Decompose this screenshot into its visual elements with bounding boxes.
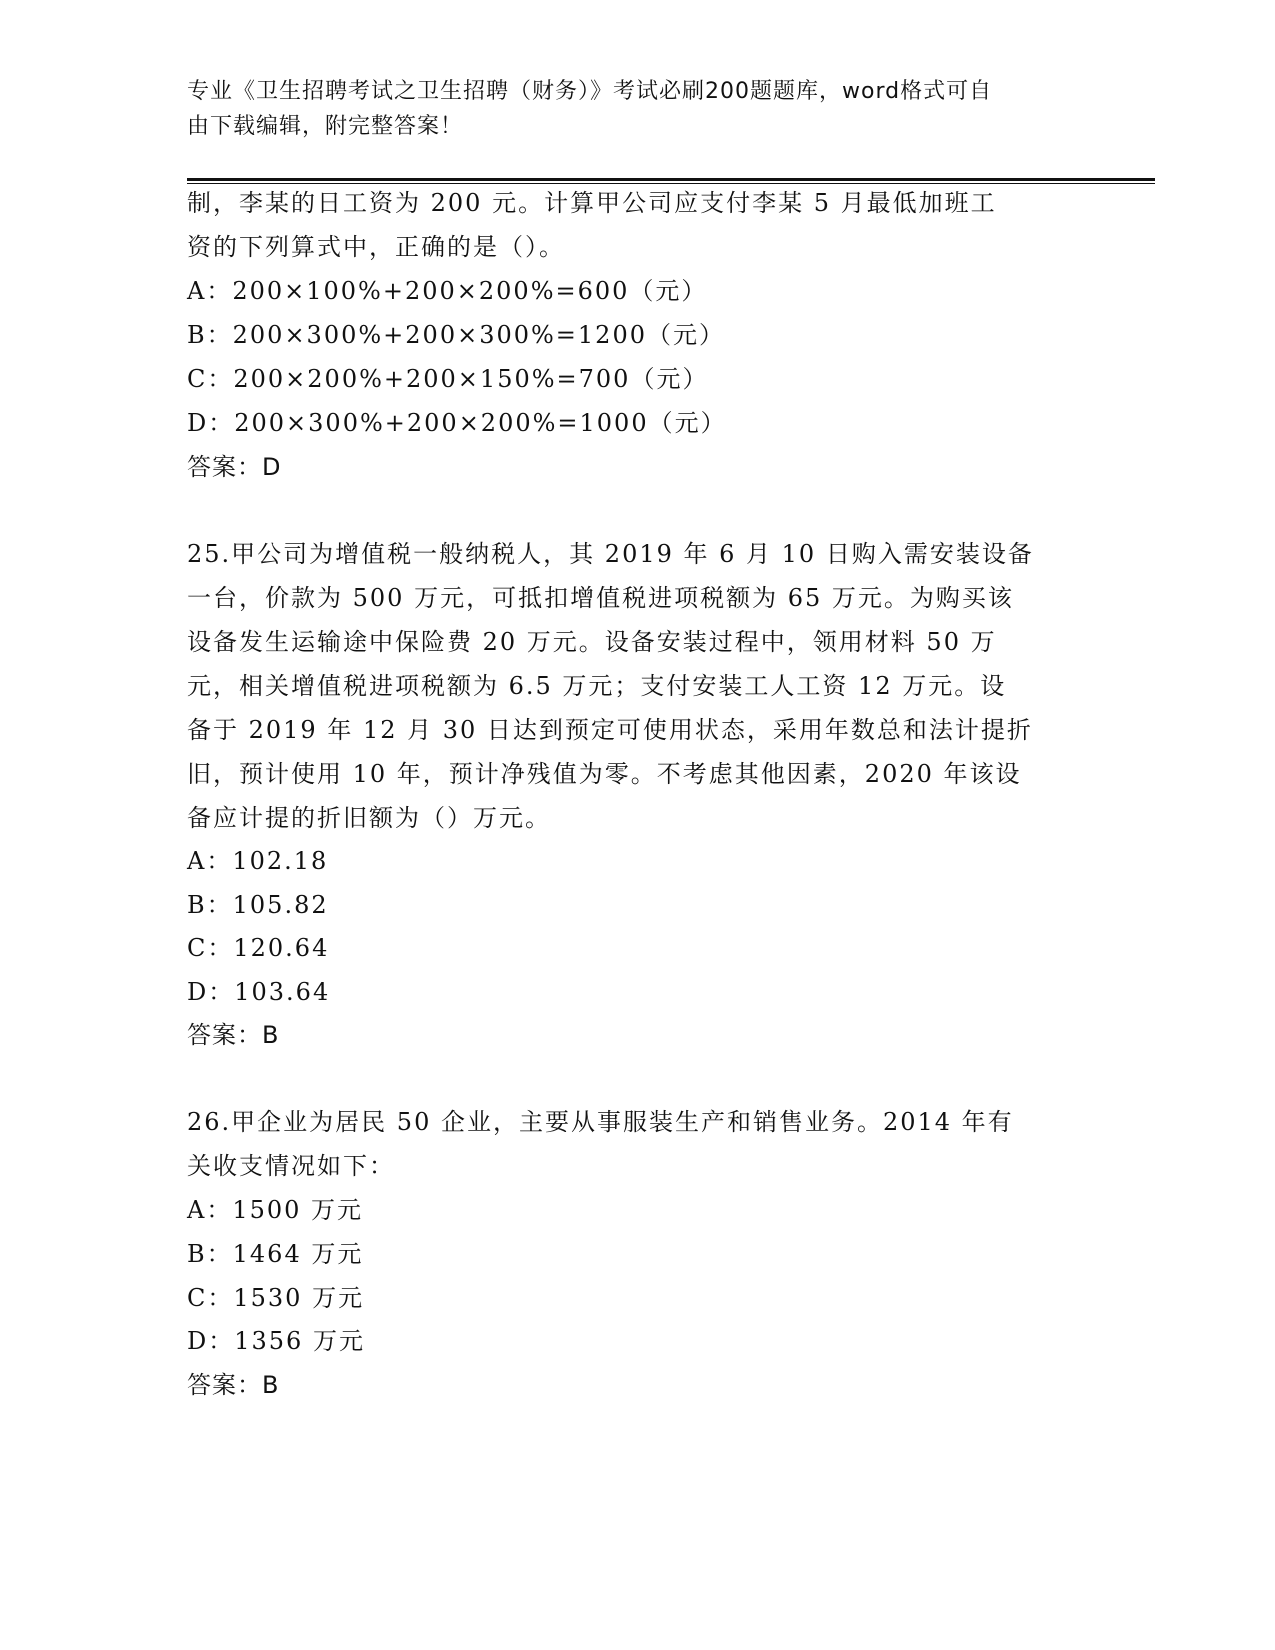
q26-option-a: A：1500 万元 xyxy=(187,1196,364,1224)
header-line-1: 专业《卫生招聘考试之卫生招聘（财务）》考试必刷200题题库，word格式可自 xyxy=(187,79,993,104)
header-divider-thin xyxy=(187,183,1155,184)
q24-option-c: C：200×200%+200×150%=700（元） xyxy=(187,365,709,393)
q26-option-d: D：1356 万元 xyxy=(187,1327,365,1355)
q26-option-c: C：1530 万元 xyxy=(187,1284,365,1312)
document-header xyxy=(187,74,1067,144)
q25-stem-line-7: 备应计提的折旧额为（）万元。 xyxy=(187,804,551,832)
q25-stem-line-2: 一台，价款为 500 万元，可抵扣增值税进项税额为 65 万元。为购买该 xyxy=(187,584,1014,612)
q24-stem-line-2: 资的下列算式中，正确的是（）。 xyxy=(187,233,565,261)
q24-stem-line-1: 制，李某的日工资为 200 元。计算甲公司应支付李某 5 月最低加班工 xyxy=(187,189,997,217)
q24-option-d: D：200×300%+200×200%=1000（元） xyxy=(187,409,727,437)
q25-option-b: B：105.82 xyxy=(187,891,329,919)
q24-answer: 答案：D xyxy=(187,453,282,481)
q25-stem-line-4: 元，相关增值税进项税额为 6.5 万元；支付安装工人工资 12 万元。设 xyxy=(187,672,1007,700)
q25-stem-line-5: 备于 2019 年 12 月 30 日达到预定可使用状态，采用年数总和法计提折 xyxy=(187,716,1033,744)
q26-stem-line-2: 关收支情况如下： xyxy=(187,1152,395,1180)
header-divider-thick xyxy=(187,178,1155,181)
q26-answer: 答案：B xyxy=(187,1371,280,1399)
q25-option-d: D：103.64 xyxy=(187,978,331,1006)
q24-option-b: B：200×300%+200×300%=1200（元） xyxy=(187,321,725,349)
q25-answer: 答案：B xyxy=(187,1021,280,1049)
q25-option-c: C：120.64 xyxy=(187,934,330,962)
q25-stem-line-6: 旧，预计使用 10 年，预计净残值为零。不考虑其他因素，2020 年该设 xyxy=(187,760,1022,788)
q26-stem-line-1: 26.甲企业为居民 50 企业，主要从事服装生产和销售业务。2014 年有 xyxy=(187,1108,1014,1136)
q24-option-a: A：200×100%+200×200%=600（元） xyxy=(187,277,708,305)
q25-option-a: A：102.18 xyxy=(187,847,329,875)
q26-option-b: B：1464 万元 xyxy=(187,1240,364,1268)
q25-stem-line-3: 设备发生运输途中保险费 20 万元。设备安装过程中，领用材料 50 万 xyxy=(187,628,997,656)
q25-stem-line-1: 25.甲公司为增值税一般纳税人，其 2019 年 6 月 10 日购入需安装设备 xyxy=(187,540,1034,568)
header-line-2: 由下载编辑，附完整答案！ xyxy=(187,114,464,139)
